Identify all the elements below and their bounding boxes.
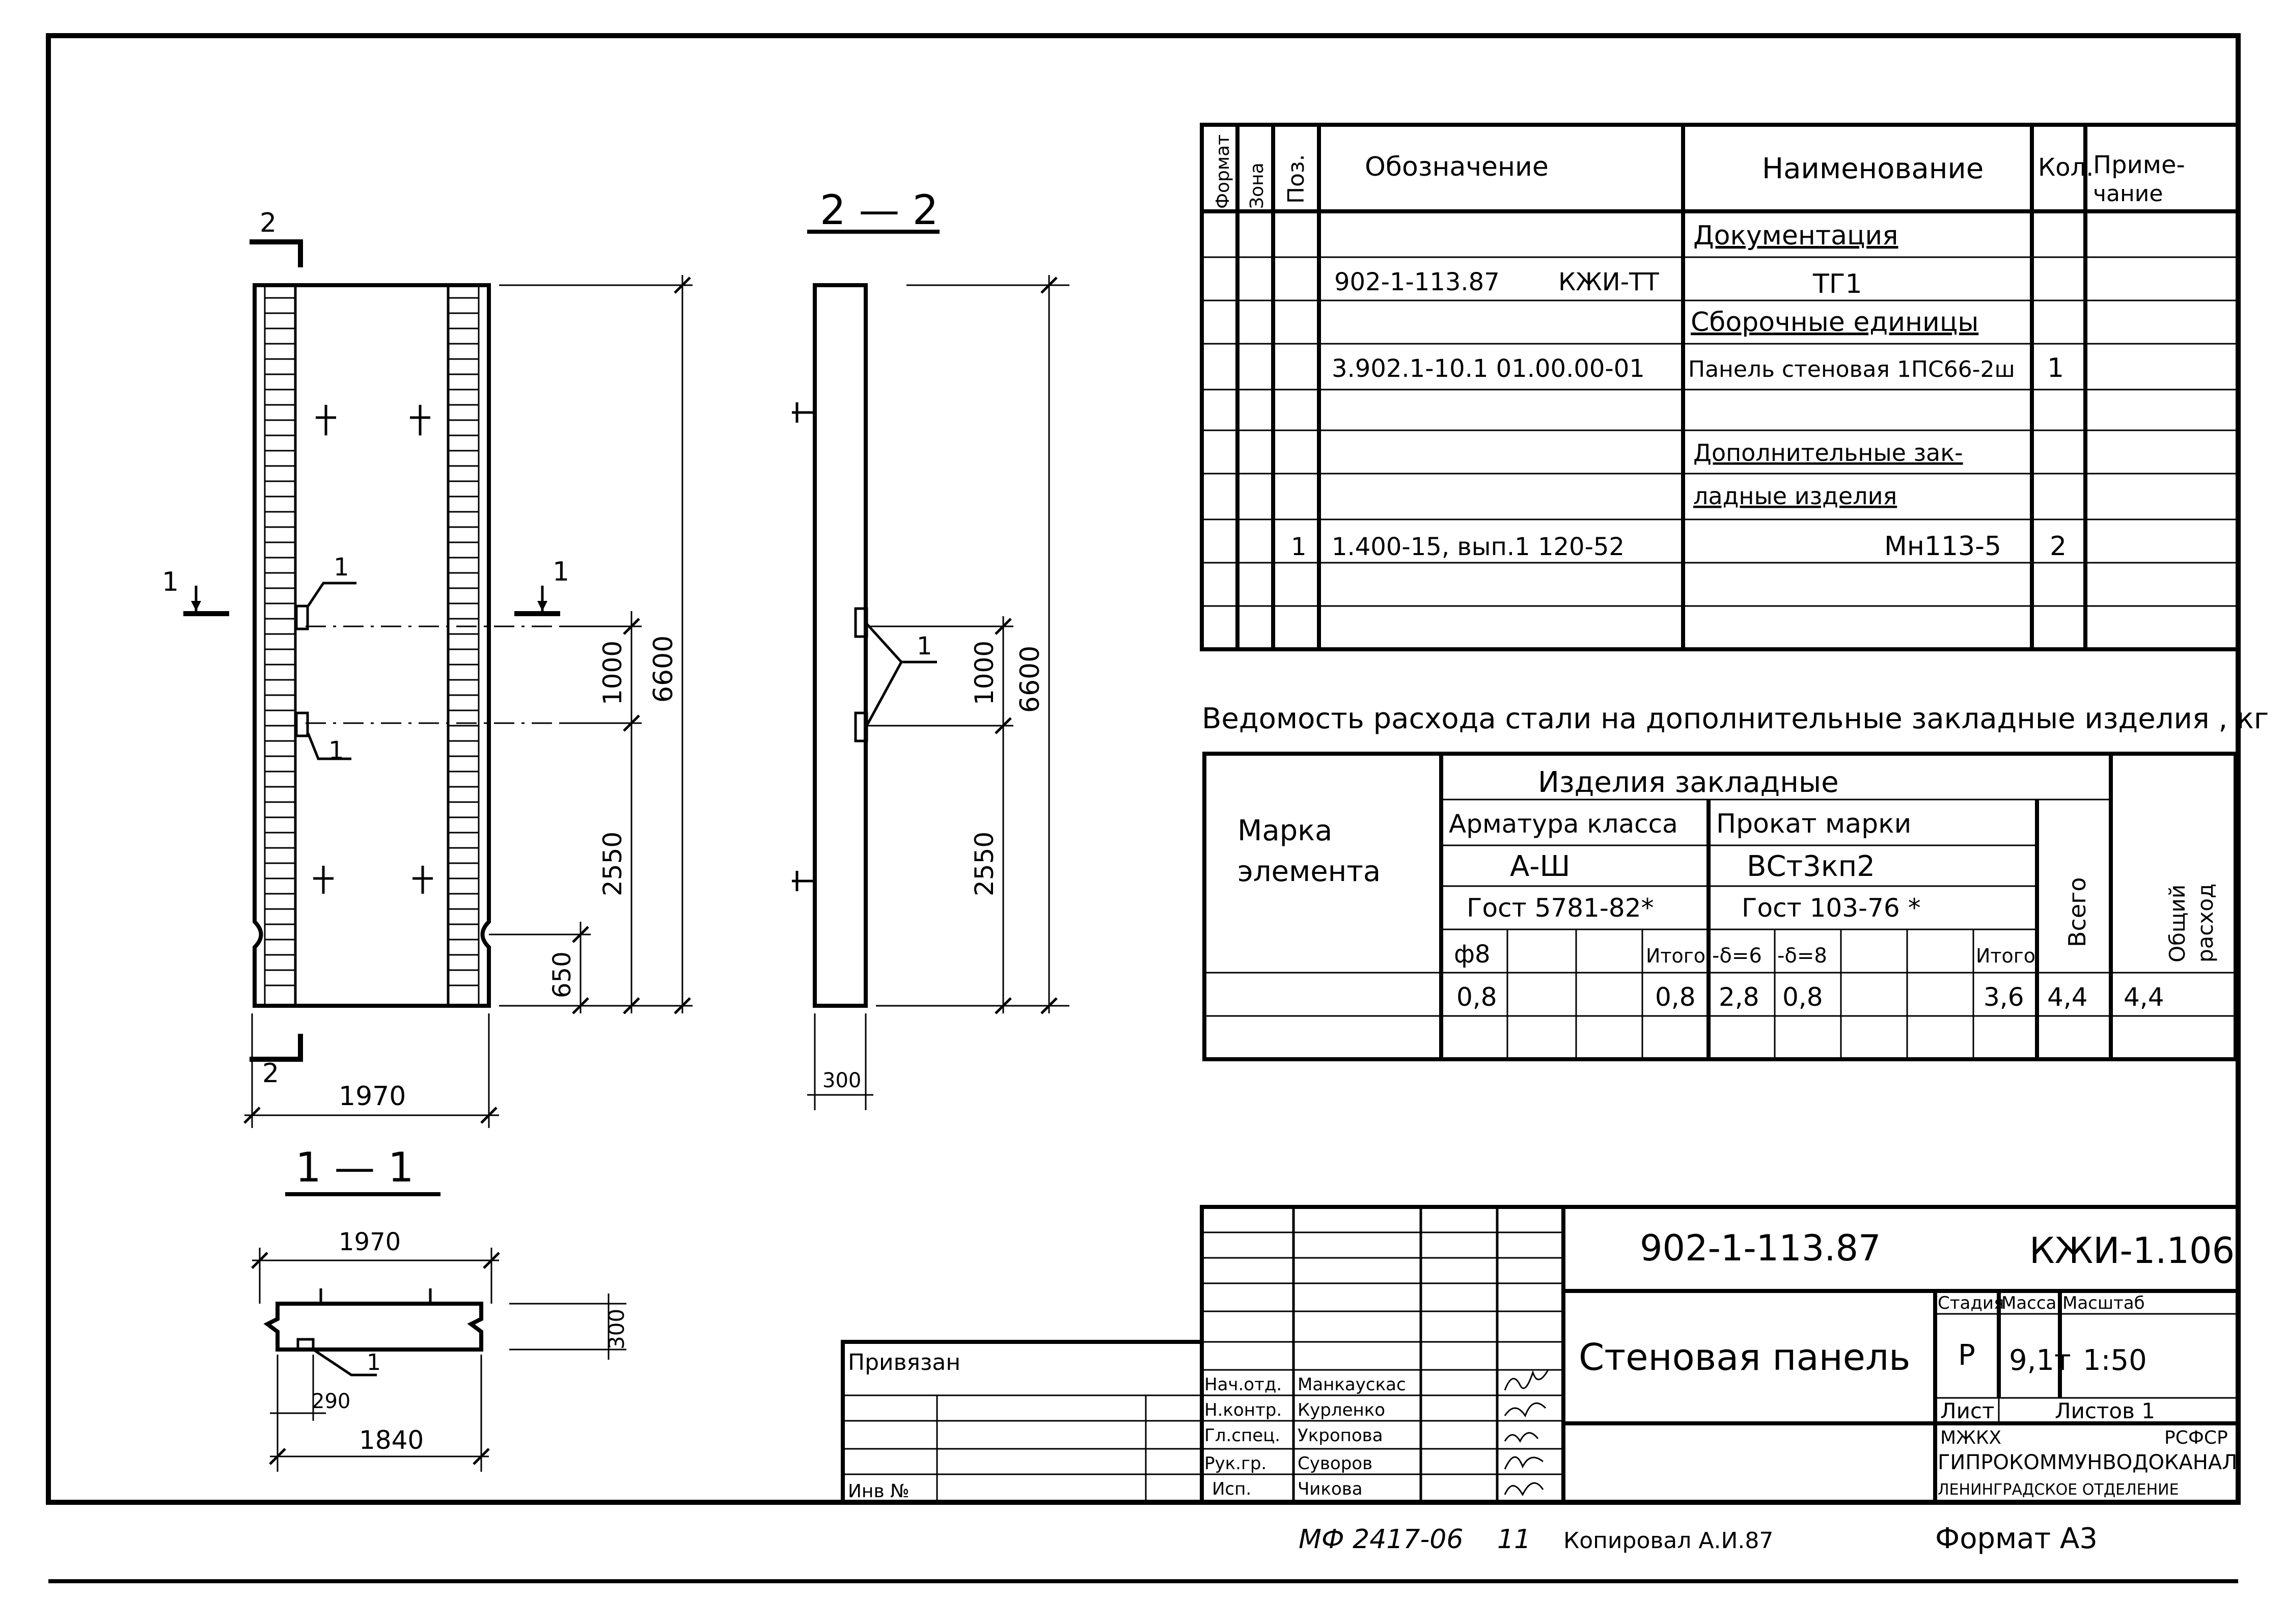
- dim-1840: 1840: [359, 1425, 424, 1455]
- role-3: Рук.гр.: [1204, 1453, 1267, 1474]
- rolled-grade-title: Прокат марки: [1716, 809, 1912, 839]
- dim-2550-section: 2550: [970, 831, 999, 896]
- extra-position: 1: [1291, 533, 1307, 561]
- header-quantity: Кол.: [2038, 153, 2094, 182]
- sub-phi8: ф8: [1454, 940, 1491, 969]
- dim-2550-front: 2550: [598, 831, 627, 896]
- name-4: Чикова: [1298, 1479, 1363, 1499]
- dim-1000-section: 1000: [970, 640, 999, 705]
- header-position: Поз.: [1283, 154, 1309, 204]
- assembly-name: Панель стеновая 1ПС66-2ш: [1688, 356, 2015, 382]
- col-consumption-line1: Общий: [2165, 884, 2190, 962]
- val-delta8: 0,8: [1782, 982, 1823, 1012]
- section-assembly-units: Сборочные единицы: [1691, 307, 1979, 338]
- section-2-2: [792, 186, 1069, 1110]
- leader-1-section-1: 1: [367, 1350, 381, 1375]
- section-2-2-title: 2 — 2: [820, 186, 939, 234]
- title-sheet-code: КЖИ-1.106: [2029, 1230, 2235, 1272]
- leader-1-bottom: 1: [328, 736, 344, 765]
- name-1: Курленко: [1298, 1400, 1386, 1420]
- org-line2: ГИПРОКОММУНВОДОКАНАЛ: [1938, 1451, 2238, 1474]
- leader-1-section: 1: [917, 632, 932, 660]
- doc-name: ТГ1: [1813, 269, 1862, 299]
- footer-format: Формат А3: [1935, 1522, 2098, 1555]
- steel-table: [1204, 754, 2236, 1059]
- specification-table: [1202, 125, 2238, 649]
- cut-1-right: 1: [553, 557, 570, 587]
- sheet-frame: [48, 36, 2238, 1502]
- armature-class: Арматура класса: [1449, 809, 1678, 839]
- header-designation: Обозначение: [1365, 152, 1549, 182]
- section-documentation: Документация: [1693, 221, 1898, 251]
- val-itogo2: 3,6: [1984, 982, 2024, 1012]
- footer-stamp: МФ 2417-06: [1299, 1524, 1464, 1555]
- rolled-grade: ВСт3кп2: [1747, 850, 1875, 883]
- role-1: Н.контр.: [1204, 1400, 1282, 1420]
- doc-code: КЖИ-ТТ: [1558, 268, 1659, 296]
- label-stage: Стадия: [1938, 1293, 2004, 1313]
- title-name: Стеновая панель: [1579, 1336, 1911, 1379]
- col-mark-line1: Марка: [1237, 814, 1333, 847]
- sub-itogo-2: Итого: [1976, 945, 2036, 967]
- label-sheets: Листов 1: [2055, 1398, 2155, 1423]
- dim-1000-front: 1000: [598, 640, 627, 705]
- val-total: 4,4: [2047, 982, 2088, 1012]
- dim-300-section-1: 300: [604, 1308, 629, 1350]
- assembly-quantity: 1: [2047, 353, 2064, 383]
- val-itogo1: 0,8: [1655, 982, 1696, 1012]
- section-extra-line1: Дополнительные зак-: [1693, 439, 1963, 466]
- inv-label: Инв №: [848, 1481, 910, 1502]
- assembly-designation: 3.902.1-10.1 01.00.00-01: [1332, 354, 1645, 383]
- section-1-1: [252, 1144, 629, 1472]
- cut-2-bottom: 2: [262, 1058, 280, 1089]
- sub-delta6: -δ=6: [1712, 944, 1762, 968]
- section-extra-line2: ладные изделия: [1693, 482, 1897, 510]
- label-scale: Масштаб: [2062, 1293, 2145, 1313]
- header-format: Формат: [1213, 134, 1233, 209]
- footer-copied: Копировал А.И.87: [1563, 1528, 1774, 1554]
- signatures: [1505, 1370, 1548, 1495]
- label-mass: Масса: [2001, 1293, 2057, 1313]
- header-note-line2: чание: [2093, 181, 2163, 207]
- extra-designation: 1.400-15, вып.1 120-52: [1332, 533, 1625, 561]
- bound-label: Привязан: [848, 1350, 961, 1375]
- sub-delta8: -δ=8: [1777, 944, 1827, 968]
- dim-300-section: 300: [822, 1069, 862, 1092]
- value-mass: 9,1т: [2009, 1344, 2071, 1377]
- col-consumption-line2: расход: [2193, 883, 2218, 962]
- value-stage: Р: [1958, 1339, 1975, 1372]
- armature-gost: Гост 5781-82*: [1467, 893, 1654, 923]
- cut-1-left: 1: [162, 567, 179, 597]
- label-sheet: Лист: [1940, 1398, 1995, 1423]
- role-4: Исп.: [1212, 1479, 1252, 1499]
- dim-6600-section: 6600: [1015, 645, 1045, 713]
- col-total: Всего: [2063, 877, 2091, 947]
- sub-itogo-1: Итого: [1646, 945, 1706, 967]
- extra-quantity: 2: [2050, 531, 2067, 562]
- header-zone: Зона: [1247, 162, 1268, 209]
- dim-1970-front: 1970: [339, 1081, 406, 1112]
- header-note-line1: Приме-: [2093, 151, 2185, 179]
- bound-block: [843, 1342, 1202, 1502]
- dim-650-front: 650: [548, 951, 576, 998]
- cut-2-top: 2: [260, 208, 277, 238]
- org-line1-right: РСФСР: [2164, 1427, 2228, 1448]
- role-0: Нач.отд.: [1204, 1374, 1282, 1395]
- role-2: Гл.спец.: [1204, 1425, 1281, 1446]
- title-block: [1202, 1207, 2238, 1502]
- title-code: 902-1-113.87: [1640, 1227, 1881, 1269]
- name-2: Укропова: [1298, 1425, 1383, 1446]
- val-consumption: 4,4: [2124, 982, 2164, 1012]
- steel-table-title: Ведомость расхода стали на дополнительные закладные изделия , кг: [1202, 702, 2269, 735]
- name-0: Манкаускас: [1298, 1374, 1406, 1395]
- panel-front-view: [162, 208, 693, 1128]
- name-3: Суворов: [1298, 1453, 1373, 1474]
- org-line3: ЛЕНИНГРАДСКОЕ ОТДЕЛЕНИЕ: [1938, 1481, 2179, 1499]
- value-scale: 1:50: [2083, 1344, 2147, 1377]
- footer-stamp-num: 11: [1497, 1524, 1531, 1555]
- dim-6600-front: 6600: [648, 635, 679, 703]
- val-phi8: 0,8: [1456, 982, 1497, 1012]
- leader-1-top: 1: [334, 553, 349, 582]
- doc-designation: 902-1-113.87: [1334, 268, 1500, 296]
- col-mark-line2: элемента: [1237, 855, 1381, 888]
- val-delta6: 2,8: [1719, 982, 1759, 1012]
- dim-1970-section: 1970: [339, 1228, 401, 1256]
- header-name: Наименование: [1762, 152, 1984, 185]
- dim-290: 290: [312, 1390, 351, 1413]
- extra-name: Мн113-5: [1884, 531, 2001, 562]
- org-line1-left: МЖКХ: [1940, 1427, 2002, 1448]
- group-embedded: Изделия закладные: [1538, 766, 1839, 799]
- armature-grade: А-Ш: [1510, 850, 1571, 883]
- section-1-1-title: 1 — 1: [295, 1144, 414, 1191]
- rolled-gost: Гост 103-76 *: [1742, 893, 1921, 923]
